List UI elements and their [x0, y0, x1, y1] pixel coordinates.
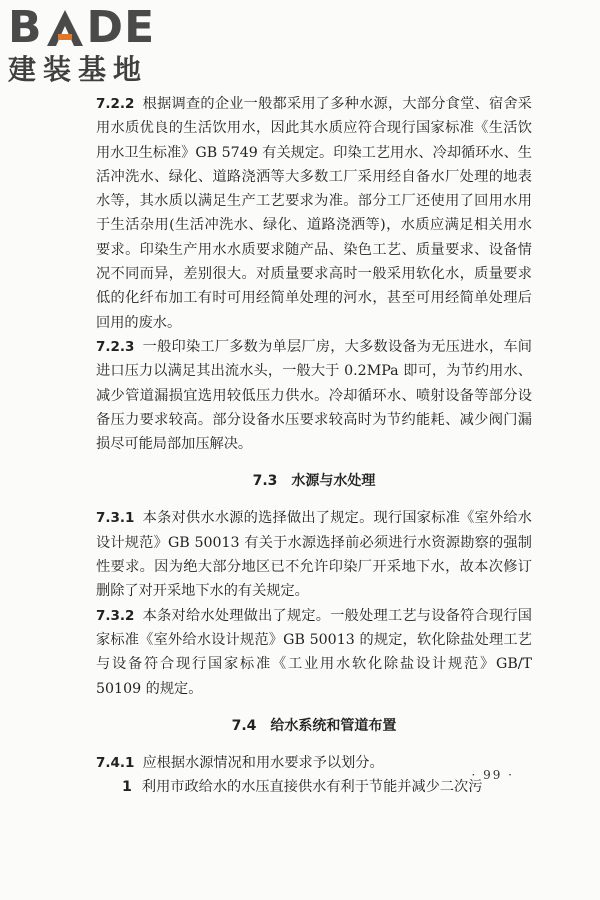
clause-text: 本条对供水水源的选择做出了规定。现行国家标准《室外给水设计规范》GB 50013 有关于水源选择前必须进行水资源勘察的强制性要求。因为绝大部分地区已不允许印染厂开采地下水，故本次修订删除了对开采地下水的有关规定。 — [96, 510, 532, 600]
item-number: 1 — [122, 779, 132, 796]
clause-number: 7.4.1 — [96, 754, 135, 771]
bade-logo — [8, 4, 178, 90]
clause-7-3-2 — [96, 604, 532, 701]
logo-subtitle: 建装基地 — [8, 53, 149, 86]
section-heading-7-3 — [96, 468, 532, 494]
heading-number: 7.4 — [231, 717, 257, 734]
clause-7-2-3 — [96, 335, 532, 456]
clause-7-2-2 — [96, 92, 532, 335]
clause-7-3-1 — [96, 506, 532, 603]
section-heading-7-4 — [96, 713, 532, 739]
page-content — [96, 92, 532, 799]
clause-text: 根据调查的企业一般都采用了多种水源，大部分食堂、宿舍采用水质优良的生活饮用水，因此其水质应符合现行国家标准《生活饮用水卫生标准》GB 5749 有关规定。印染工艺用水、冷却循环水、生活冲洗水、绿化、道路浇洒等大多数工厂采用经自备水厂处理的地表水等，其水质以满足生产工艺要求为准。部分工厂还使用了回用水用于生活杂用(生活冲洗水、绿化、道路浇洒等)，水质应满足相关用水要求。印染生产用水水质要求随产品、染色工艺、质量要求、设备情况不同而异，差别很大。对质量要求高时一般采用软化水，质量要求低的化纤布加工有时可用经简单处理的河水，甚至可用经简单处理后回用的废水。 — [96, 96, 532, 331]
logo-letters-de: DE — [86, 2, 156, 53]
logo-a-mark — [45, 8, 85, 48]
clause-number: 7.2.2 — [96, 96, 135, 112]
page-number: · 99 · — [471, 768, 514, 782]
clause-text: 本条对给水处理做出了规定。一般处理工艺与设备符合现行国家标准《室外给水设计规范》GB 50013 的规定，软化除盐处理工艺与设备符合现行国家标准《工业用水软化除盐设计规范》GB/T 50109 的规定。 — [96, 607, 532, 697]
logo-a-icon — [45, 8, 85, 48]
heading-title: 水源与水处理 — [291, 473, 376, 490]
list-item-1 — [96, 775, 532, 799]
clause-number: 7.3.1 — [96, 510, 135, 527]
clause-number: 7.3.2 — [96, 607, 135, 624]
heading-title: 给水系统和管道布置 — [270, 717, 397, 734]
clause-7-4-1 — [96, 751, 532, 775]
heading-number: 7.3 — [252, 473, 278, 490]
logo-wordmark — [8, 4, 178, 52]
clause-text: 一般印染工厂多数为单层厂房，大多数设备为无压进水，车间进口压力以满足其出流水头，一般大于 0.2MPa 即可，为节约用水、减少管道漏损宜选用较低压力供水。冷却循环水、喷射设备等部分设备压力要求较高。部分设备水压要求较高时为节约能耗、减少阀门漏损尽可能局部加压解决。 — [96, 338, 532, 453]
clause-number: 7.2.3 — [96, 338, 135, 355]
clause-text: 应根据水源情况和用水要求予以划分。 — [142, 754, 384, 771]
logo-letter-b: B — [8, 2, 43, 53]
item-text: 利用市政给水的水压直接供水有利于节能并减少二次污 — [141, 779, 483, 796]
